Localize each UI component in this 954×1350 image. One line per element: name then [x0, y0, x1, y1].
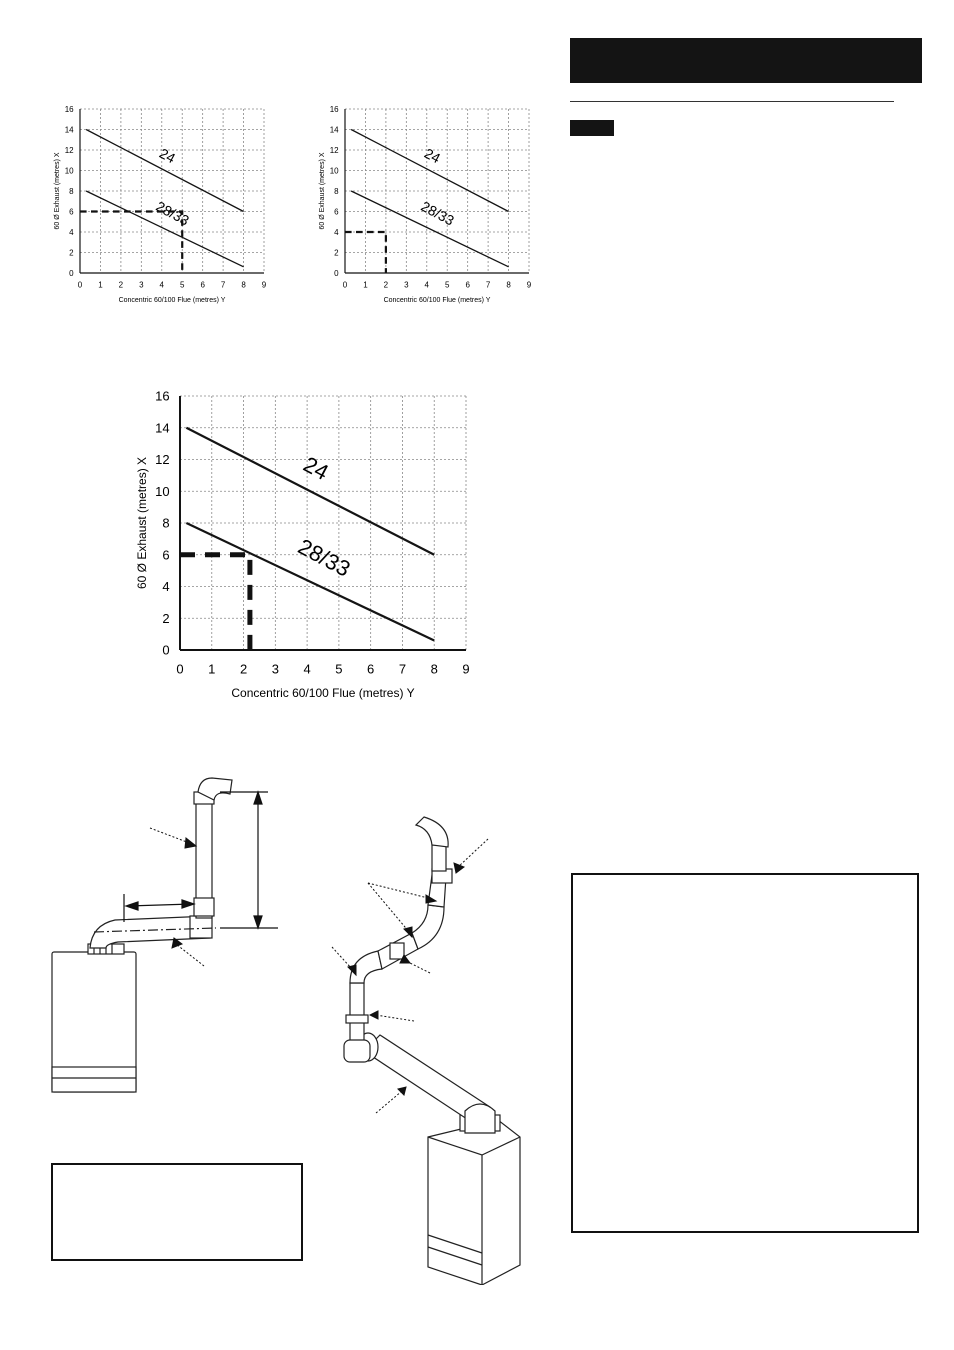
y-tick-label: 12: [155, 452, 170, 468]
y-tick-label: 12: [64, 145, 74, 155]
y-tick-label: 8: [334, 186, 339, 196]
x-tick-label: 9: [526, 280, 532, 290]
y-tick-label: 14: [155, 420, 170, 436]
x-tick-label: 5: [444, 280, 450, 290]
y-tick-label: 12: [329, 145, 339, 155]
x-axis-label: Concentric 60/100 Flue (metres) Y: [231, 685, 415, 700]
x-tick-label: 5: [335, 661, 343, 677]
x-tick-label: 1: [363, 280, 368, 290]
boiler-body: [52, 944, 136, 1092]
reference-dashed-line: [180, 555, 250, 650]
x-tick-label: 2: [118, 280, 124, 290]
x-tick-label: 9: [261, 280, 267, 290]
x-tick-label: 2: [239, 661, 248, 677]
x-tick-label: 4: [303, 661, 311, 677]
chart-large: [120, 380, 480, 710]
y-tick-label: 0: [162, 642, 170, 658]
header-rule: [570, 101, 894, 102]
boiler-body-right: [428, 1115, 520, 1285]
notice-box-right: [571, 873, 919, 1233]
x-tick-label: 3: [404, 280, 409, 290]
x-tick-label: 1: [208, 661, 216, 677]
y-tick-label: 8: [162, 515, 170, 531]
series-label: 28/33: [418, 197, 457, 229]
x-tick-label: 4: [159, 280, 165, 290]
y-tick-label: 4: [162, 579, 170, 595]
x-tick-label: 6: [465, 280, 470, 290]
section-header-bar: [570, 38, 922, 83]
x-tick-label: 6: [367, 661, 375, 677]
chart-small-right: [305, 100, 545, 310]
concentric-flue: [90, 916, 216, 948]
y-tick-label: 6: [162, 547, 170, 563]
x-tick-label: 4: [424, 280, 430, 290]
y-tick-label: 10: [64, 166, 74, 176]
x-tick-label: 8: [430, 661, 438, 677]
x-tick-label: 1: [98, 280, 103, 290]
series-label: 24: [156, 144, 179, 167]
series-label: 24: [421, 144, 444, 167]
reference-dashed-line: [80, 212, 182, 274]
y-tick-label: 10: [329, 166, 339, 176]
boiler-flue-diagram-left: [40, 770, 300, 1110]
notice-box-left: [51, 1163, 303, 1261]
series-label: 28/33: [153, 197, 192, 229]
series-label: 28/33: [294, 533, 355, 582]
x-tick-label: 0: [77, 280, 83, 290]
y-tick-label: 2: [69, 248, 74, 258]
y-tick-label: 0: [69, 268, 74, 278]
x-tick-label: 8: [506, 280, 511, 290]
x-tick-label: 8: [241, 280, 246, 290]
y-tick-label: 16: [329, 104, 339, 114]
section-tag: [570, 120, 614, 136]
x-axis-label: Concentric 60/100 Flue (metres) Y: [118, 296, 226, 304]
x-axis-label: Concentric 60/100 Flue (metres) Y: [383, 296, 491, 304]
vertical-exhaust-pipe: [194, 778, 232, 918]
boiler-flue-diagram-right: [320, 815, 540, 1285]
chart-small-left: [40, 100, 280, 310]
y-axis-label: 60 Ø Exhaust (metres) X: [135, 456, 150, 590]
x-tick-label: 7: [485, 280, 491, 290]
series-label: 24: [299, 451, 333, 486]
y-tick-label: 2: [162, 610, 170, 626]
y-tick-label: 10: [155, 483, 170, 499]
x-tick-label: 7: [220, 280, 226, 290]
y-tick-label: 4: [69, 227, 74, 237]
y-tick-label: 14: [329, 125, 339, 135]
y-tick-label: 2: [334, 248, 339, 258]
y-tick-label: 8: [69, 186, 74, 196]
x-tick-label: 5: [179, 280, 185, 290]
y-tick-label: 14: [64, 125, 74, 135]
y-axis-label: 60 Ø Exhaust (metres) X: [319, 152, 327, 230]
y-tick-label: 6: [334, 207, 339, 217]
twin-flue-pipe: [344, 817, 495, 1133]
x-tick-label: 6: [200, 280, 205, 290]
y-tick-label: 4: [334, 227, 339, 237]
y-tick-label: 16: [64, 104, 74, 114]
x-tick-label: 2: [383, 280, 389, 290]
y-axis-label: 60 Ø Exhaust (metres) X: [54, 152, 62, 230]
x-tick-label: 7: [398, 661, 407, 677]
x-tick-label: 0: [342, 280, 348, 290]
y-tick-label: 16: [155, 388, 170, 404]
x-tick-label: 0: [176, 661, 184, 677]
y-tick-label: 6: [69, 207, 74, 217]
x-tick-label: 3: [139, 280, 144, 290]
x-tick-label: 9: [462, 661, 470, 677]
x-tick-label: 3: [271, 661, 279, 677]
y-tick-label: 0: [334, 268, 339, 278]
